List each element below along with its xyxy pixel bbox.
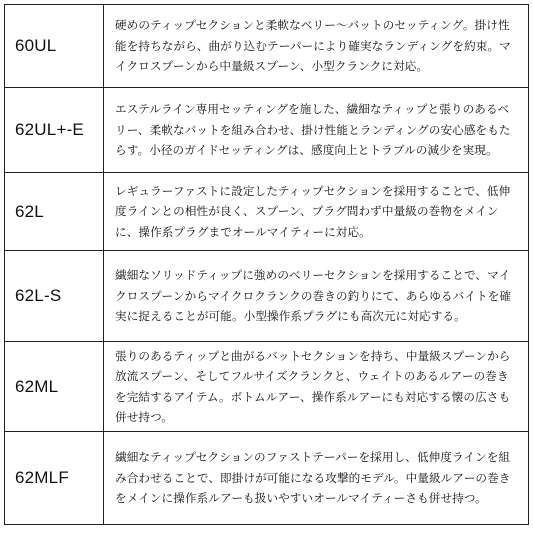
model-name-cell: 60UL [5, 5, 104, 88]
model-name-cell: 62UL+-E [5, 88, 104, 173]
table-row [5, 5, 529, 88]
table-row [5, 432, 529, 525]
model-name-cell: 62L [5, 173, 104, 251]
model-description-cell: 繊細なティップセクションのファストテーパーを採用し、低伸度ラインを組み合わせることで、即掛けが可能になる攻撃的モデル。中量級ルアーの巻きをメインに操作系ルアーも扱いやすいオールマイティーさも併せ持つ。 [104, 432, 529, 525]
model-description-cell: 繊細なソリッドティップに強めのベリーセクションを採用することで、マイクロスプーンからマイクロクランクの巻きの釣りにて、あらゆるバイトを確実に捉えることが可能。小型操作系プラグにも高次元に対応する。 [104, 251, 529, 342]
table-row [5, 342, 529, 432]
table-row [5, 251, 529, 342]
model-description-cell: レギュラーファストに設定したティップセクションを採用することで、低伸度ラインとの相性が良く、スプーン、プラグ問わず中量級の巻物をメインに、操作系プラグまでオールマイティーに対応。 [104, 173, 529, 251]
model-name-cell: 62MLF [5, 432, 104, 525]
model-description-cell: エステルライン専用セッティングを施した、繊細なティップと張りのあるベリー、柔軟なバットを組み合わせ、掛け性能とランディングの安心感をもたらす。小径のガイドセッティングは、感度向上とトラブルの減少を実現。 [104, 88, 529, 173]
model-description-cell: 硬めのティップセクションと柔軟なベリー〜バットのセッティング。掛け性能を持ちながら、曲がり込むテーパーにより確実なランディングを約束。マイクロスプーンから中量級スプーン、小型クランクに対応。 [104, 5, 529, 88]
model-name-cell: 62ML [5, 342, 104, 432]
rod-spec-table [4, 4, 529, 525]
table-body [5, 5, 529, 525]
table-row [5, 88, 529, 173]
model-description-cell: 張りのあるティップと曲がるバットセクションを持ち、中量級スプーンから放流スプーン、そしてフルサイズクランクと、ウェイトのあるルアーの巻きを完結するアイテム。ボトムルアー、操作系ルアーにも対応する懐の広さも併せ持つ。 [104, 342, 529, 432]
model-name-cell: 62L-S [5, 251, 104, 342]
table-row [5, 173, 529, 251]
